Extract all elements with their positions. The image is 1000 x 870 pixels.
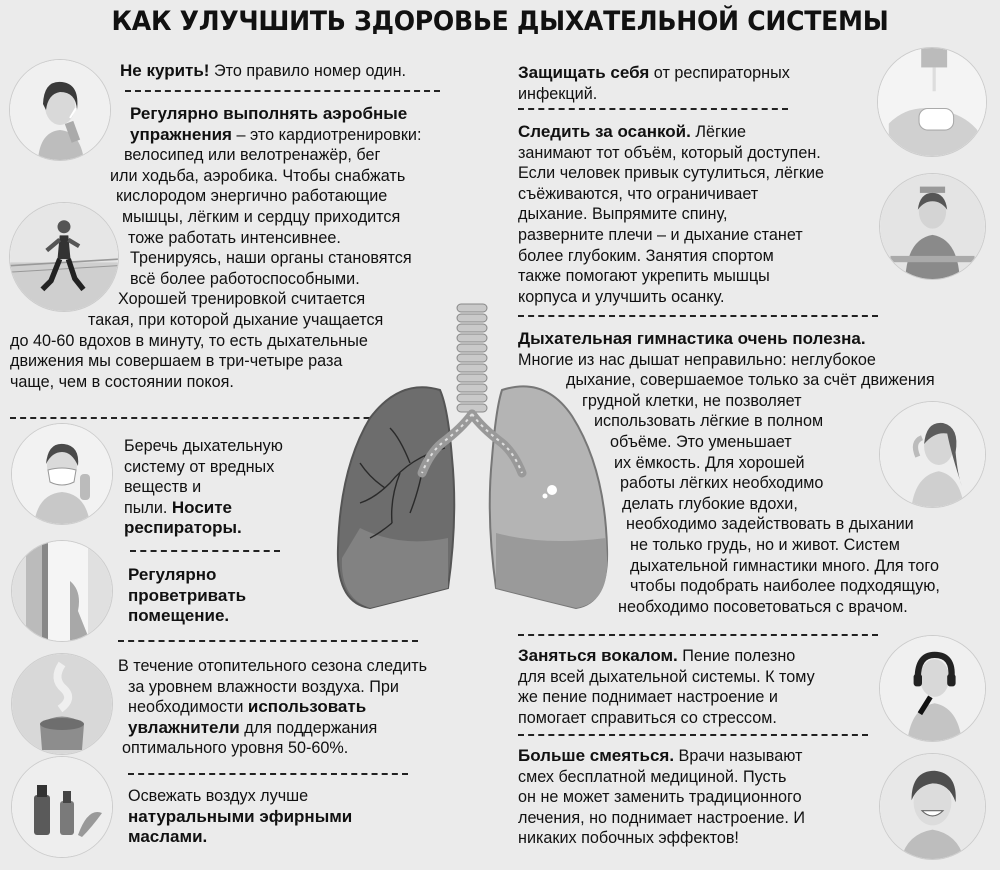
window-photo (12, 541, 112, 641)
tip-protect-respirators: Беречь дыхательную систему от вредных веществ и пыли. Носите респираторы. (124, 437, 283, 538)
tip-ventilate: Регулярно проветривать помещение. (128, 565, 247, 626)
divider (518, 315, 878, 317)
divider (128, 773, 408, 775)
tip-posture: Следить за осанкой. Лёгкие занимают тот объём, который доступен. Если человек привык сутулиться, лёгкие съёживаются, что ограничивает дыхание. Выпрямите спину, разверните плечи – и дыхание станет более глубоким. Занятия спортом также помогают укрепить мышцы корпуса и улучшить осанку. (518, 122, 825, 306)
tip-essential-oils: Освежать воздух лучше натуральными эфирными маслами. (128, 787, 353, 847)
hand-washing-photo (878, 48, 986, 156)
page-title: КАК УЛУЧШИТЬ ЗДОРОВЬЕ ДЫХАТЕЛЬНОЙ СИСТЕМЫ (111, 6, 889, 37)
divider (125, 90, 440, 92)
singing-woman-photo (880, 636, 985, 741)
tip-breathing-gymnastics: Дыхательная гимнастика очень полезна. Многие из нас дышат неправильно: неглубокое дыхание, совершаемое только за счёт движения грудной клетки, не позволяет использовать лёгкие в полном объёме. Это уменьшает их ёмкость. Для хорошей работы лёгких необходимо делать глубокие вдохи, необходимо задействовать в дыхании не только грудь, но и живот. Систем дыхательной гимнастики много. Для того чтобы подобрать наиболее подходящую, необходимо посоветоваться с врачом. (518, 329, 940, 616)
woman-mask-photo (12, 424, 112, 524)
essential-oils-photo (12, 757, 112, 857)
tip-laugh: Больше смеяться. Врачи называют смех бесплатной медициной. Пусть он не может заменить традиционного лечения, но поднимает настроение. И никаких побочных эффектов! (518, 746, 805, 848)
divider (518, 634, 878, 636)
tip-aerobic: Регулярно выполнять аэробные упражнения – это кардиотренировки: велосипед или велотренажёр, бег или ходьба, аэробика. Чтобы снабжать кислородом энергично работающие мышцы, лёгким и сердцу приходится тоже работать интенсивнее. Тренируясь, наши органы становятся всё более работоспособными. Хорошей тренировкой считается такая, при которой дыхание учащается до 40-60 вдохов в минуту, то есть дыхательные движения мы совершаем в три-четыре раза чаще, чем в состоянии покоя. (10, 104, 422, 391)
laughing-woman-photo (880, 754, 985, 859)
tip-infections: Защищать себя от респираторных инфекций. (518, 63, 790, 103)
divider (118, 640, 418, 642)
divider (130, 550, 280, 552)
posture-woman-photo (880, 174, 985, 279)
humidifier-photo (12, 654, 112, 754)
divider (518, 734, 868, 736)
divider (518, 108, 788, 110)
tip-humidity: В течение отопительного сезона следить за уровнем влажности воздуха. При необходимости использовать увлажнители для поддержания оптимального уровня 50-60%. (118, 657, 428, 758)
tip-heading: Не курить! (120, 61, 210, 80)
tip-no-smoking: Не курить! Это правило номер один. (120, 61, 407, 80)
tip-singing: Заняться вокалом. Пение полезно для всей дыхательной системы. К тому же пение поднимает настроение и помогает справиться со стрессом. (518, 646, 815, 727)
